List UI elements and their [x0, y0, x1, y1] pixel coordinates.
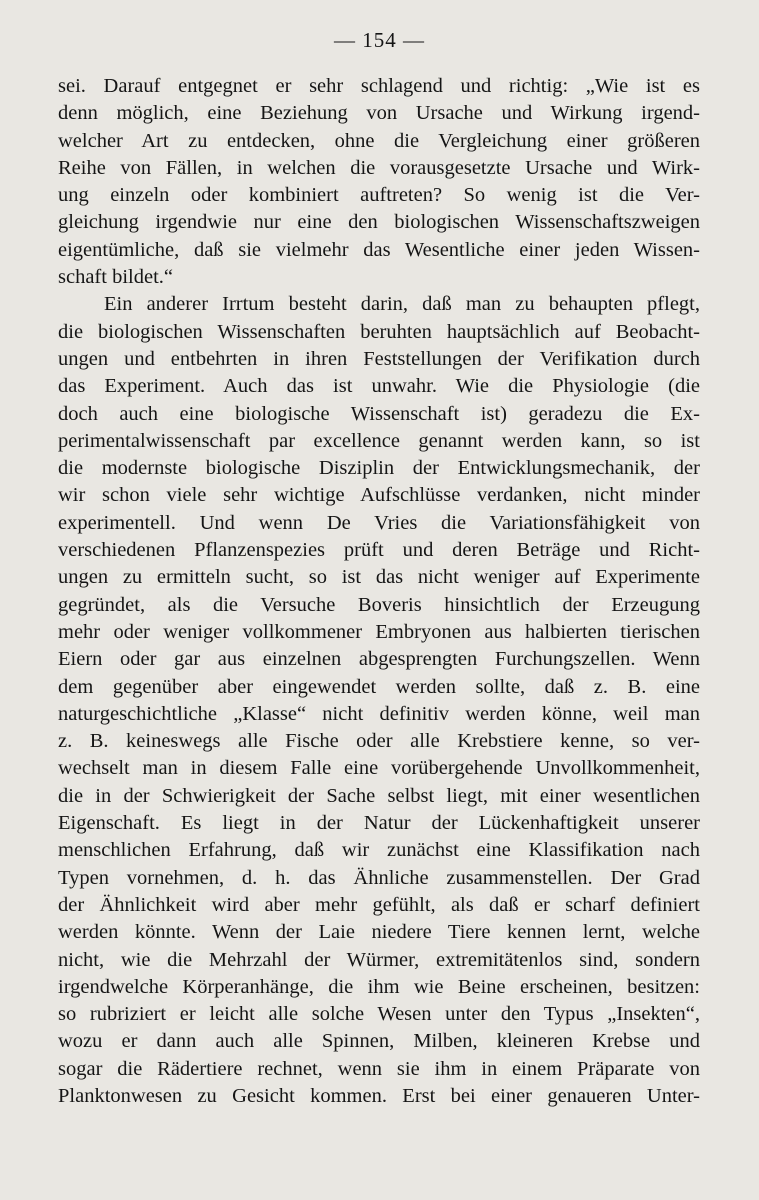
text-line: Planktonwesen zu Gesicht kommen. Erst bei einer genaueren Unter-	[58, 1084, 700, 1107]
text-line: Eigenschaft. Es liegt in der Natur der Lückenhaftigkeit unserer	[58, 812, 700, 835]
text-line: ungen zu ermitteln sucht, so ist das nicht weniger auf Experimente	[58, 566, 700, 589]
text-line: Eiern oder gar aus einzelnen abgesprengten Furchungszellen. Wenn	[58, 648, 700, 671]
text-line: menschlichen Erfahrung, daß wir zunächst eine Klassifikation nach	[58, 839, 700, 862]
text-line: das Experiment. Auch das ist unwahr. Wie die Physiologie (die	[58, 375, 700, 398]
text-line: welcher Art zu entdecken, ohne die Vergleichung einer größeren	[58, 129, 700, 152]
text-line: der Ähnlichkeit wird aber mehr gefühlt, als daß er scharf definiert	[58, 893, 700, 916]
text-line: irgendwelche Körperanhänge, die ihm wie Beine erscheinen, besitzen:	[58, 975, 700, 998]
text-line: mehr oder weniger vollkommener Embryonen aus halbierten tierischen	[58, 620, 700, 643]
text-line: Typen vornehmen, d. h. das Ähnliche zusammenstellen. Der Grad	[58, 866, 700, 889]
text-line: die biologischen Wissenschaften beruhten hauptsächlich auf Beobacht-	[58, 320, 700, 343]
text-line: z. B. keineswegs alle Fische oder alle Krebstiere kenne, so ver-	[58, 730, 700, 753]
text-line: sogar die Rädertiere rechnet, wenn sie ihm in einem Präparate von	[58, 1057, 700, 1080]
text-line: so rubriziert er leicht alle solche Wesen unter den Typus „Insekten“,	[58, 1003, 700, 1026]
body-text	[58, 73, 700, 1110]
text-line: ung einzeln oder kombiniert auftreten? So wenig ist die Ver-	[58, 184, 700, 207]
text-line: wechselt man in diesem Falle eine vorübergehende Unvollkommenheit,	[58, 757, 700, 780]
text-line: naturgeschichtliche „Klasse“ nicht definitiv werden könne, weil man	[58, 702, 700, 725]
text-line: die in der Schwierigkeit der Sache selbst liegt, mit einer wesentlichen	[58, 784, 700, 807]
text-line: verschiedenen Pflanzenspezies prüft und deren Beträge und Richt-	[58, 539, 700, 562]
text-line: schaft bildet.“	[58, 266, 173, 289]
text-line: doch auch eine biologische Wissenschaft ist) geradezu die Ex-	[58, 402, 700, 425]
text-line: eigentümliche, daß sie vielmehr das Wesentliche einer jeden Wissen-	[58, 238, 700, 261]
text-line: denn möglich, eine Beziehung von Ursache und Wirkung irgend-	[58, 102, 700, 125]
text-line: gegründet, als die Versuche Boveris hinsichtlich der Erzeugung	[58, 593, 700, 616]
text-line: Reihe von Fällen, in welchen die vorausgesetzte Ursache und Wirk-	[58, 156, 700, 179]
text-line: nicht, wie die Mehrzahl der Würmer, extremitätenlos sind, sondern	[58, 948, 700, 971]
text-line: dem gegenüber aber eingewendet werden sollte, daß z. B. eine	[58, 675, 700, 698]
text-line: gleichung irgendwie nur eine den biologischen Wissenschaftszweigen	[58, 211, 700, 234]
text-line: perimentalwissenschaft par excellence genannt werden kann, so ist	[58, 429, 700, 452]
text-line: Ein anderer Irrtum besteht darin, daß man zu behaupten pflegt,	[104, 293, 700, 316]
text-line: ungen und entbehrten in ihren Feststellungen der Verifikation durch	[58, 347, 700, 370]
text-line: wozu er dann auch alle Spinnen, Milben, kleineren Krebse und	[58, 1030, 700, 1053]
text-line: werden könnte. Wenn der Laie niedere Tiere kennen lernt, welche	[58, 921, 700, 944]
text-line: experimentell. Und wenn De Vries die Variationsfähigkeit von	[58, 511, 700, 534]
page-number: — 154 —	[334, 28, 425, 52]
text-line: die modernste biologische Disziplin der Entwicklungsmechanik, der	[58, 457, 700, 480]
text-line: wir schon viele sehr wichtige Aufschlüsse verdanken, nicht minder	[58, 484, 700, 507]
text-line: sei. Darauf entgegnet er sehr schlagend und richtig: „Wie ist es	[58, 75, 700, 97]
